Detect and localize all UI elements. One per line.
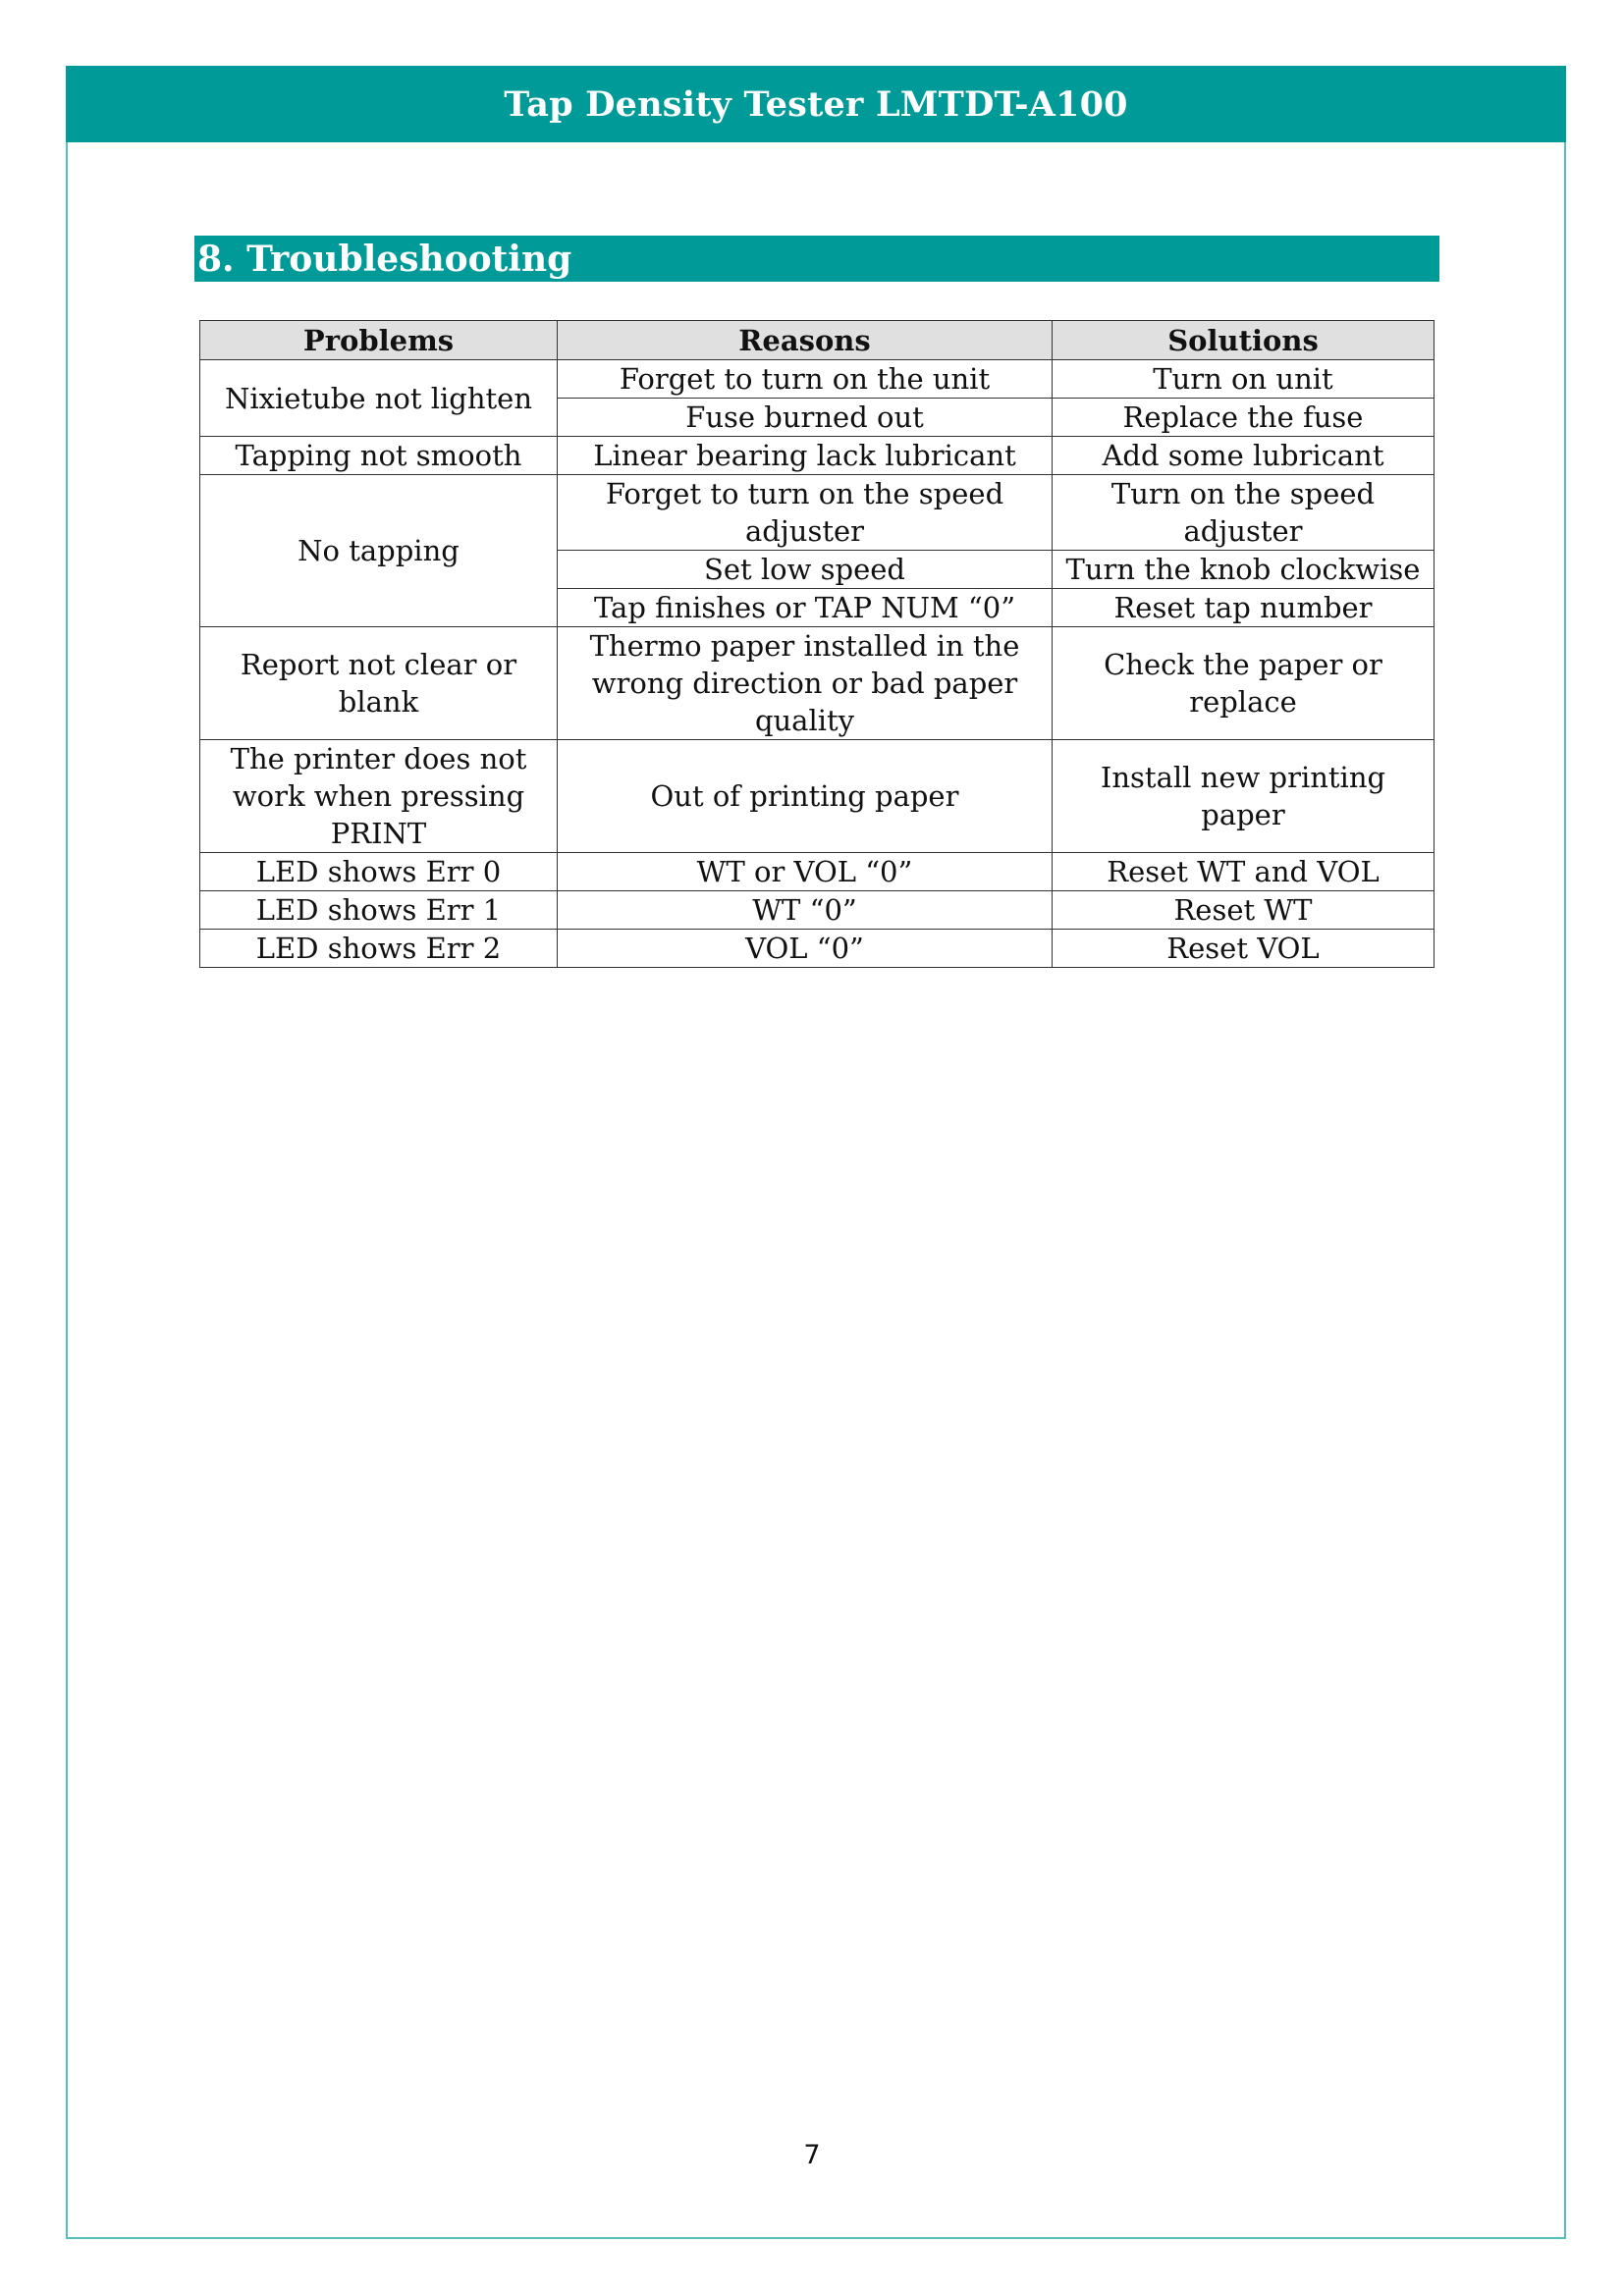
header-problems: Problems (200, 321, 558, 360)
table-row (200, 437, 1435, 475)
header-bar (66, 66, 1566, 142)
solution-cell: Reset WT and VOL (1053, 853, 1435, 891)
reason-cell: Linear bearing lack lubricant (558, 437, 1053, 475)
problem-cell: LED shows Err 2 (200, 930, 558, 968)
reason-cell: Tap finishes or TAP NUM “0” (558, 589, 1053, 627)
table-row (200, 930, 1435, 968)
solution-cell: Install new printing paper (1053, 740, 1435, 853)
page-number: 7 (803, 2140, 821, 2170)
table-row (200, 891, 1435, 930)
table-row (200, 360, 1435, 399)
problem-cell: LED shows Err 1 (200, 891, 558, 930)
reason-cell: Fuse burned out (558, 399, 1053, 437)
problem-cell: LED shows Err 0 (200, 853, 558, 891)
table-header-row (200, 321, 1435, 360)
reason-cell: Forget to turn on the unit (558, 360, 1053, 399)
reason-cell: Out of printing paper (558, 740, 1053, 853)
reason-cell: VOL “0” (558, 930, 1053, 968)
solution-cell: Reset VOL (1053, 930, 1435, 968)
table-row (200, 740, 1435, 853)
solution-cell: Turn on the speed adjuster (1053, 475, 1435, 551)
problem-cell: No tapping (200, 475, 558, 627)
table-row (200, 627, 1435, 740)
problem-cell: The printer does not work when pressing PRINT (200, 740, 558, 853)
solution-cell: Check the paper or replace (1053, 627, 1435, 740)
solution-cell: Reset tap number (1053, 589, 1435, 627)
reason-cell: Set low speed (558, 551, 1053, 589)
troubleshooting-table (199, 320, 1435, 968)
header-reasons: Reasons (558, 321, 1053, 360)
solution-cell: Reset WT (1053, 891, 1435, 930)
section-heading-bar (194, 236, 1439, 282)
table-row (200, 475, 1435, 551)
header-solutions: Solutions (1053, 321, 1435, 360)
problem-cell: Tapping not smooth (200, 437, 558, 475)
solution-cell: Turn the knob clockwise (1053, 551, 1435, 589)
table-row (200, 853, 1435, 891)
document-title: Tap Density Tester LMTDT-A100 (504, 83, 1128, 125)
solution-cell: Add some lubricant (1053, 437, 1435, 475)
reason-cell: Forget to turn on the speed adjuster (558, 475, 1053, 551)
reason-cell: WT “0” (558, 891, 1053, 930)
reason-cell: Thermo paper installed in the wrong direction or bad paper quality (558, 627, 1053, 740)
problem-cell: Report not clear or blank (200, 627, 558, 740)
problem-cell: Nixietube not lighten (200, 360, 558, 437)
solution-cell: Replace the fuse (1053, 399, 1435, 437)
reason-cell: WT or VOL “0” (558, 853, 1053, 891)
solution-cell: Turn on unit (1053, 360, 1435, 399)
section-title: 8. Troubleshooting (197, 238, 572, 280)
